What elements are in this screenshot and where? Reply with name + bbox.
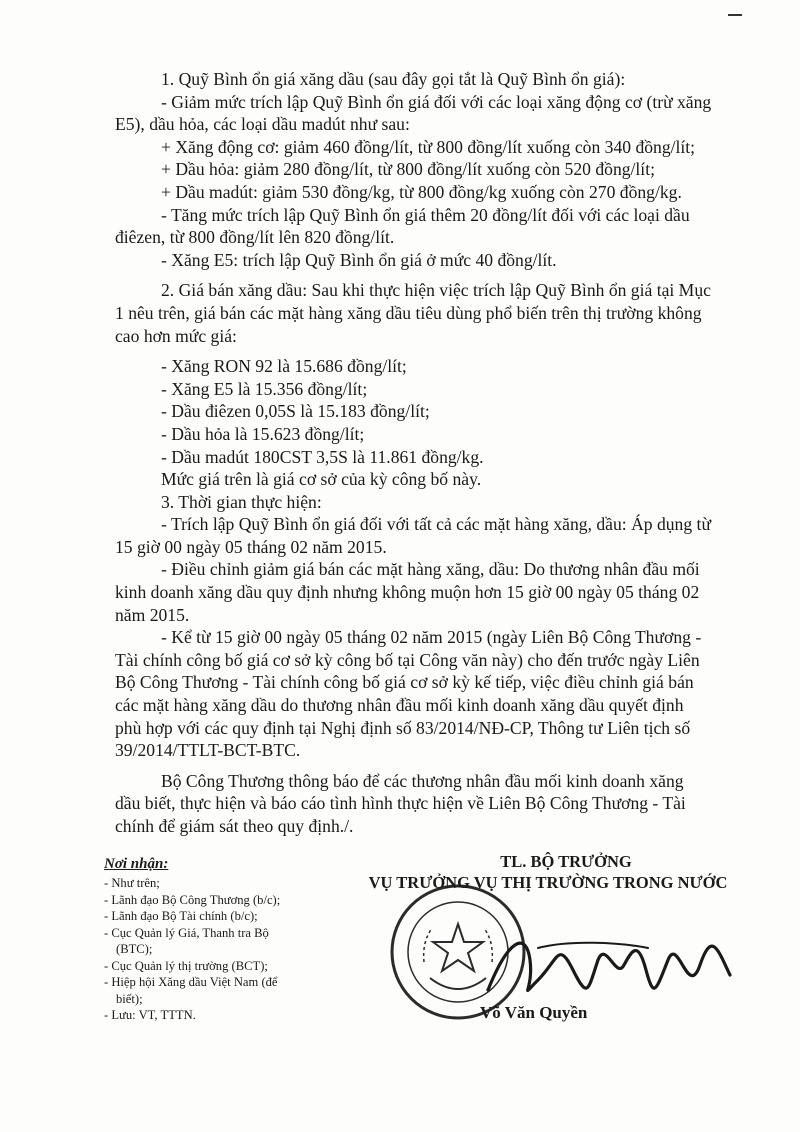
recipient-item: - Lãnh đạo Bộ Tài chính (b/c); xyxy=(104,909,258,923)
document-body xyxy=(115,68,753,838)
body-line: E5), dầu hỏa, các loại dầu madút như sau: xyxy=(115,114,410,135)
recipients-title: Nơi nhận: xyxy=(104,856,169,872)
handwritten-signature-icon xyxy=(478,920,738,1010)
price-item: - Xăng E5 là 15.356 đồng/lít; xyxy=(161,378,368,399)
recipients-block xyxy=(104,856,354,1024)
body-line: - Trích lập Quỹ Bình ổn giá đối với tất cả các mặt hàng xăng, dầu: Áp dụng từ xyxy=(161,514,711,535)
body-line: - Điều chỉnh giảm giá bán các mặt hàng xăng, dầu: Do thương nhân đầu mối xyxy=(161,559,700,580)
recipient-item: (BTC); xyxy=(116,942,153,956)
recipient-item: biết); xyxy=(116,991,143,1006)
corner-mark xyxy=(728,14,742,16)
price-item: - Dầu madút 180CST 3,5S là 11.861 đồng/kg. xyxy=(161,446,484,467)
price-item: - Dầu hỏa là 15.623 đồng/lít; xyxy=(161,423,365,444)
recipient-item: - Như trên; xyxy=(104,876,160,890)
section-2-heading: 2. Giá bán xăng dầu: Sau khi thực hiện việc trích lập Quỹ Bình ổn giá tại Mục xyxy=(161,280,711,301)
body-line: + Xăng động cơ: giảm 460 đồng/lít, từ 800 đồng/lít xuống còn 340 đồng/lít; xyxy=(161,136,696,157)
body-line: 1 nêu trên, giá bán các mặt hàng xăng dầu tiêu dùng phổ biến trên thị trường không xyxy=(115,302,702,323)
body-line: - Xăng E5: trích lập Quỹ Bình ổn giá ở mức 40 đồng/lít. xyxy=(161,249,557,270)
section-3-heading: 3. Thời gian thực hiện: xyxy=(161,491,322,512)
signature-title-line1: TL. BỘ TRƯỞNG xyxy=(500,852,632,871)
signature-block xyxy=(348,852,748,1032)
signer-name: Võ Văn Quyền xyxy=(480,1003,588,1022)
body-line: cao hơn mức giá: xyxy=(115,325,237,346)
body-line: - Tăng mức trích lập Quỹ Bình ổn giá thêm 20 đồng/lít đối với các loại dầu xyxy=(161,204,690,225)
recipient-item: - Hiệp hội Xăng dầu Việt Nam (để xyxy=(104,975,278,989)
signature-title-line2: VỤ TRƯỞNG VỤ THỊ TRƯỜNG TRONG NƯỚC xyxy=(368,873,728,892)
body-line: 15 giờ 00 ngày 05 tháng 02 năm 2015. xyxy=(115,536,387,557)
section-1-heading: 1. Quỹ Bình ổn giá xăng dầu (sau đây gọi tắt là Quỹ Bình ổn giá): xyxy=(161,69,626,89)
body-line: + Dầu hỏa: giảm 280 đồng/lít, từ 800 đồng/lít xuống còn 520 đồng/lít; xyxy=(161,159,655,180)
recipient-item: - Lưu: VT, TTTN. xyxy=(104,1008,196,1022)
body-line: năm 2015. xyxy=(115,604,190,625)
body-line: - Kể từ 15 giờ 00 ngày 05 tháng 02 năm 2015 (ngày Liên Bộ Công Thương - xyxy=(161,627,702,648)
body-line: các mặt hàng xăng dầu do thương nhân đầu mối kinh doanh xăng dầu quyết định xyxy=(115,695,684,716)
body-line: + Dầu madút: giảm 530 đồng/kg, từ 800 đồng/kg xuống còn 270 đồng/kg. xyxy=(161,181,682,202)
closing-line: chính để giám sát theo quy định./. xyxy=(115,816,354,836)
price-item: - Xăng RON 92 là 15.686 đồng/lít; xyxy=(161,356,407,377)
closing-line: dầu biết, thực hiện và báo cáo tình hình thực hiện về Liên Bộ Công Thương - Tài xyxy=(115,793,686,814)
body-line: Mức giá trên là giá cơ sở của kỳ công bố này. xyxy=(161,469,482,490)
body-line: điêzen, từ 800 đồng/lít lên 820 đồng/lít. xyxy=(115,227,395,248)
body-line: Tài chính công bố giá cơ sở kỳ công bố tại Công văn này) cho đến trước ngày Liên xyxy=(115,649,700,670)
body-line: kinh doanh xăng dầu quy định nhưng không muộn hơn 15 giờ 00 ngày 05 tháng 02 xyxy=(115,582,700,603)
body-line: Bộ Công Thương - Tài chính công bố giá cơ sở kỳ kế tiếp, việc điều chỉnh giá bán xyxy=(115,672,694,693)
recipient-item: - Lãnh đạo Bộ Công Thương (b/c); xyxy=(104,892,281,907)
closing-line: Bộ Công Thương thông báo để các thương nhân đầu mối kinh doanh xăng xyxy=(161,770,684,791)
recipient-item: - Cục Quản lý Giá, Thanh tra Bộ xyxy=(104,925,269,940)
body-line: phù hợp với các quy định tại Nghị định số 83/2014/NĐ-CP, Thông tư Liên tịch số xyxy=(115,717,691,738)
recipient-item: - Cục Quản lý thị trường (BCT); xyxy=(104,958,268,973)
price-item: - Dầu điêzen 0,05S là 15.183 đồng/lít; xyxy=(161,401,430,422)
body-line: - Giảm mức trích lập Quỹ Bình ổn giá đối với các loại xăng động cơ (trừ xăng xyxy=(161,91,712,112)
body-line: 39/2014/TTLT-BCT-BTC. xyxy=(115,740,301,761)
